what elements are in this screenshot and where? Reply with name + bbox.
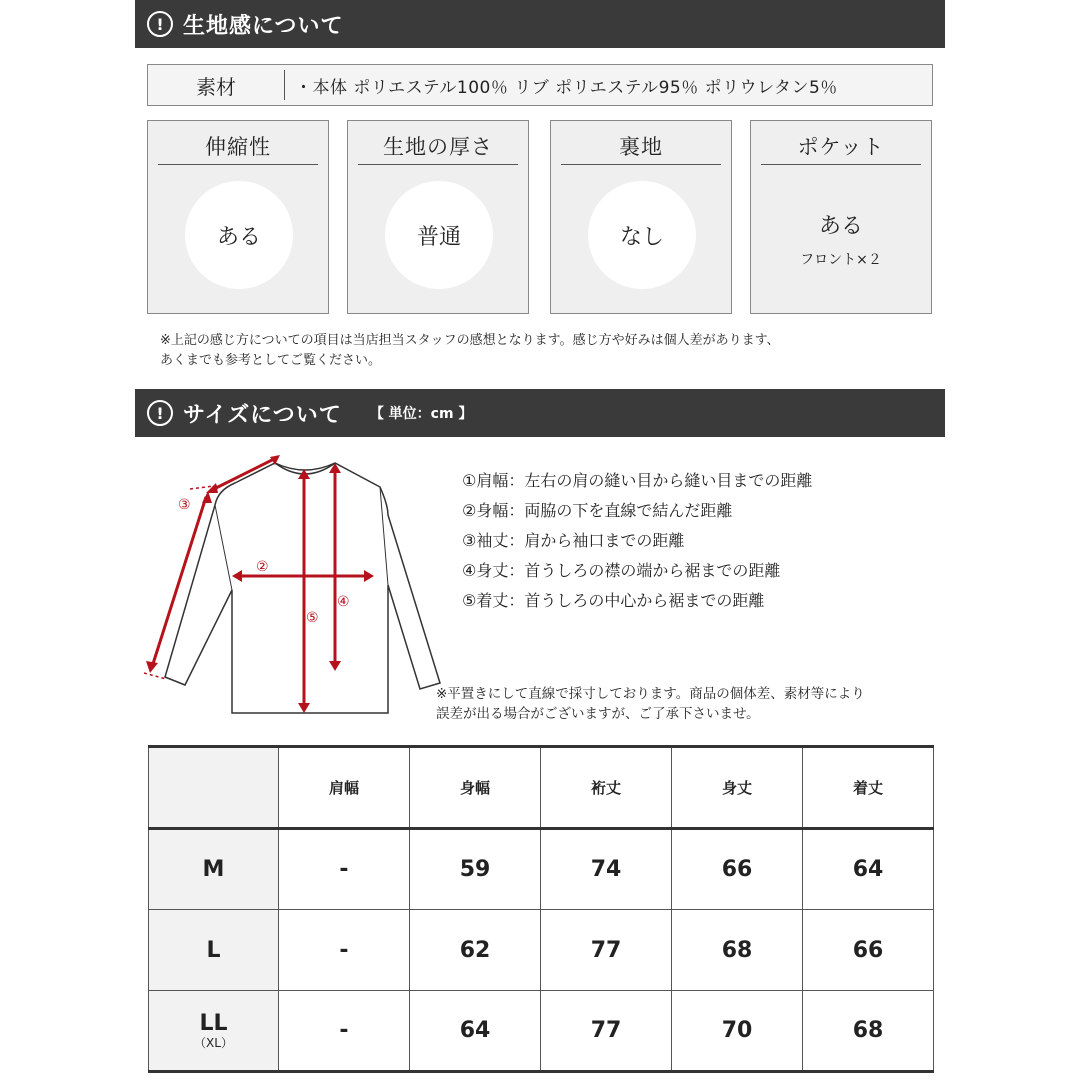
table-cell: 68 xyxy=(672,910,803,991)
material-label: 素材 xyxy=(196,74,236,99)
size-note xyxy=(436,684,865,724)
fabric-note-line: ※上記の感じ方についての項目は当店担当スタッフの感想となります。感じ方や好みは個人差があります、 xyxy=(160,333,780,348)
legend-item: ④身丈：首うしろの襟の端から裾までの距離 xyxy=(462,561,781,580)
size-label-cell xyxy=(149,991,279,1072)
garment-diagram xyxy=(130,445,450,725)
legend-item: ①肩幅：左右の肩の縫い目から縫い目までの距離 xyxy=(462,471,813,490)
size-note-line: ※平置きにして直線で採寸しております。商品の個体差、素材等により xyxy=(436,686,865,702)
table-cell: 70 xyxy=(672,991,803,1072)
size-label: M xyxy=(149,829,279,910)
table-header: 肩幅 xyxy=(279,747,410,829)
fabric-section-header xyxy=(135,0,945,48)
table-header: 身幅 xyxy=(410,747,541,829)
feature-stretch xyxy=(147,120,329,314)
table-cell: - xyxy=(279,991,410,1072)
marker-sleeve: ③ xyxy=(178,497,191,513)
feature-value: なし xyxy=(588,181,696,289)
size-section-header xyxy=(135,389,945,437)
table-header: 身丈 xyxy=(672,747,803,829)
feature-title: 伸縮性 xyxy=(158,131,318,165)
table-cell: 64 xyxy=(803,829,934,910)
fabric-note-line: あくまでも参考としてご覧ください。 xyxy=(160,353,382,368)
legend-item: ③袖丈：肩から袖口までの距離 xyxy=(462,531,685,550)
unit-label: 【 単位：cm 】 xyxy=(369,406,473,422)
measurement-legend xyxy=(462,466,812,616)
table-cell: 77 xyxy=(541,910,672,991)
table-cell: 66 xyxy=(672,829,803,910)
table-header-corner xyxy=(149,747,279,829)
size-table-header-row xyxy=(149,747,934,829)
legend-item: ⑤着丈：首うしろの中心から裾までの距離 xyxy=(462,591,765,610)
info-icon: ! xyxy=(147,11,173,37)
table-cell: 64 xyxy=(410,991,541,1072)
info-icon: ! xyxy=(147,400,173,426)
feature-value: ある xyxy=(185,181,293,289)
feature-title: 裏地 xyxy=(561,131,721,165)
table-cell: 77 xyxy=(541,991,672,1072)
size-table xyxy=(148,745,934,1073)
size-section-title: サイズについて xyxy=(183,402,342,428)
table-cell: - xyxy=(279,910,410,991)
table-cell: 62 xyxy=(410,910,541,991)
feature-thickness xyxy=(347,120,529,314)
size-note-line: 誤差が出る場合がございますが、ご了承下さいませ。 xyxy=(436,706,760,722)
feature-value: ある xyxy=(818,214,863,239)
marker-body-width: ② xyxy=(256,559,269,575)
marker-total-length: ⑤ xyxy=(306,610,319,626)
fabric-note xyxy=(160,331,780,371)
table-row xyxy=(149,910,934,991)
feature-subvalue: フロント×２ xyxy=(800,252,882,268)
table-row xyxy=(149,991,934,1072)
legend-item: ②身幅：両脇の下を直線で結んだ距離 xyxy=(462,501,733,520)
table-cell: - xyxy=(279,829,410,910)
table-header: 着丈 xyxy=(803,747,934,829)
table-cell: 66 xyxy=(803,910,934,991)
feature-title: 生地の厚さ xyxy=(358,131,518,165)
size-label: LL xyxy=(199,1011,228,1036)
table-cell: 59 xyxy=(410,829,541,910)
marker-body-length: ④ xyxy=(337,594,350,610)
feature-pocket xyxy=(750,120,932,314)
feature-title: ポケット xyxy=(761,131,921,165)
size-label: L xyxy=(149,910,279,991)
fabric-section-title: 生地感について xyxy=(183,13,344,39)
feature-lining xyxy=(550,120,732,314)
table-cell: 68 xyxy=(803,991,934,1072)
table-cell: 74 xyxy=(541,829,672,910)
material-value: ・本体 ポリエステル100％ リブ ポリエステル95％ ポリウレタン5％ xyxy=(295,77,838,98)
size-sublabel: （XL） xyxy=(194,1036,233,1050)
table-row xyxy=(149,829,934,910)
table-header: 裄丈 xyxy=(541,747,672,829)
feature-value: 普通 xyxy=(385,181,493,289)
material-row xyxy=(147,64,933,106)
